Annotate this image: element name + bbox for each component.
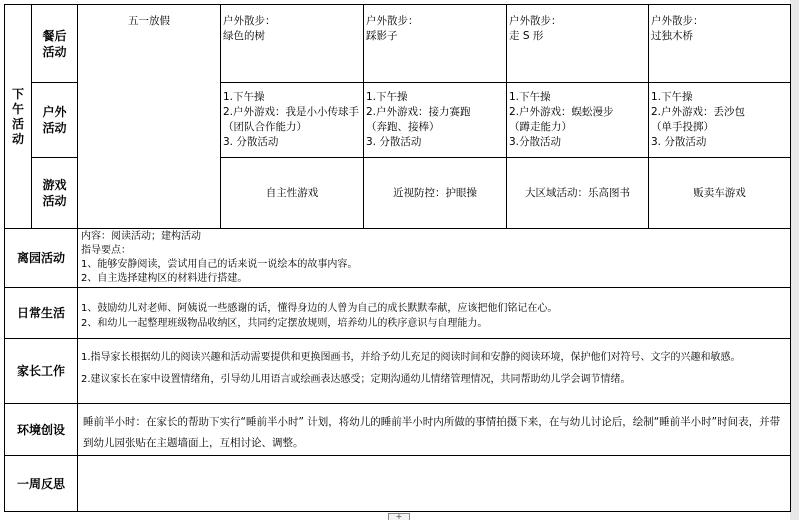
- after-meal-day2: 户外散步： 绿色的树: [223, 15, 276, 42]
- leave-activity-label: 离园活动: [16, 251, 65, 265]
- row-label-after-meal: 餐后 活动: [42, 28, 67, 59]
- holiday-cell: 五一放假: [128, 15, 170, 27]
- leave-activity-content: 内容：阅读活动；建构活动 指导要点： 1、能够安静阅读，尝试用自己的话来说一说绘本的故事内容。 2、自主选择建构区的材料进行搭建。: [81, 231, 358, 284]
- parent-work-label: 家长工作: [16, 364, 65, 378]
- weekly-plan-table: [4, 4, 792, 512]
- game-day3: 近视防控：护眼操: [393, 186, 477, 199]
- outdoor-day2: 1.下午操 2.户外游戏：我是小小传球手 （团队合作能力） 3. 分散活动: [223, 91, 360, 148]
- game-day5: 贩卖车游戏: [693, 186, 746, 199]
- environment-label: 环境创设: [16, 422, 65, 437]
- weekly-reflection-label: 一周反思: [16, 476, 65, 491]
- outdoor-day5: 1.下午操 2.户外游戏：丢沙包 （单手投掷） 3. 分散活动: [651, 91, 746, 148]
- parent-work-content: 1.指导家长根据幼儿的阅读兴趣和活动需要提供和更换图画书，并给予幼儿充足的阅读时间和安静的阅读环境，保护他们对符号、文字的兴趣和敏感。 2.建议家长在家中设置情绪角，引导幼儿用语言或绘画表达感受；定期沟通幼儿情绪管理情况，共同帮助幼儿学会调节情绪。: [81, 352, 741, 385]
- daily-life-content: 1、鼓励幼儿对老师、阿姨说一些感谢的话，懂得身边的人曾为自己的成长默默奉献，应该把他们铭记在心。 2、和幼儿一起整理班级物品收纳区，共同约定摆放规则，培养幼儿的秩序意识与自理能力。: [81, 303, 558, 329]
- game-day2: 自主性游戏: [265, 186, 319, 199]
- outdoor-day4: 1.下午操 2.户外游戏：蜈蚣漫步 （蹲走能力） 3.分散活动: [509, 91, 614, 148]
- row-label-games: 游戏 活动: [42, 178, 67, 208]
- after-meal-day5: 户外散步： 过独木桥: [651, 15, 704, 42]
- afternoon-section-label: 下 午 活 动: [11, 86, 24, 146]
- row-label-outdoor: 户外 活动: [42, 105, 67, 135]
- daily-life-label: 日常生活: [16, 306, 65, 320]
- page-break-handle[interactable]: +: [388, 513, 410, 520]
- environment-content: 睡前半小时：在家长的帮助下实行“睡前半小时” 计划，将幼儿的睡前半小时内所做的事情拍摄下来，在与幼儿讨论后，绘制“睡前半小时”时间表，并带到幼儿园张贴在主题墙面上，互相讨论、调整。: [83, 416, 781, 449]
- game-day4: 大区域活动：乐高图书: [525, 186, 630, 199]
- after-meal-day4: 户外散步： 走 S 形: [509, 15, 562, 42]
- after-meal-day3: 户外散步： 踩影子: [366, 15, 419, 42]
- outdoor-day3: 1.下午操 2.户外游戏：接力赛跑 （奔跑、接棒） 3. 分散活动: [366, 91, 471, 148]
